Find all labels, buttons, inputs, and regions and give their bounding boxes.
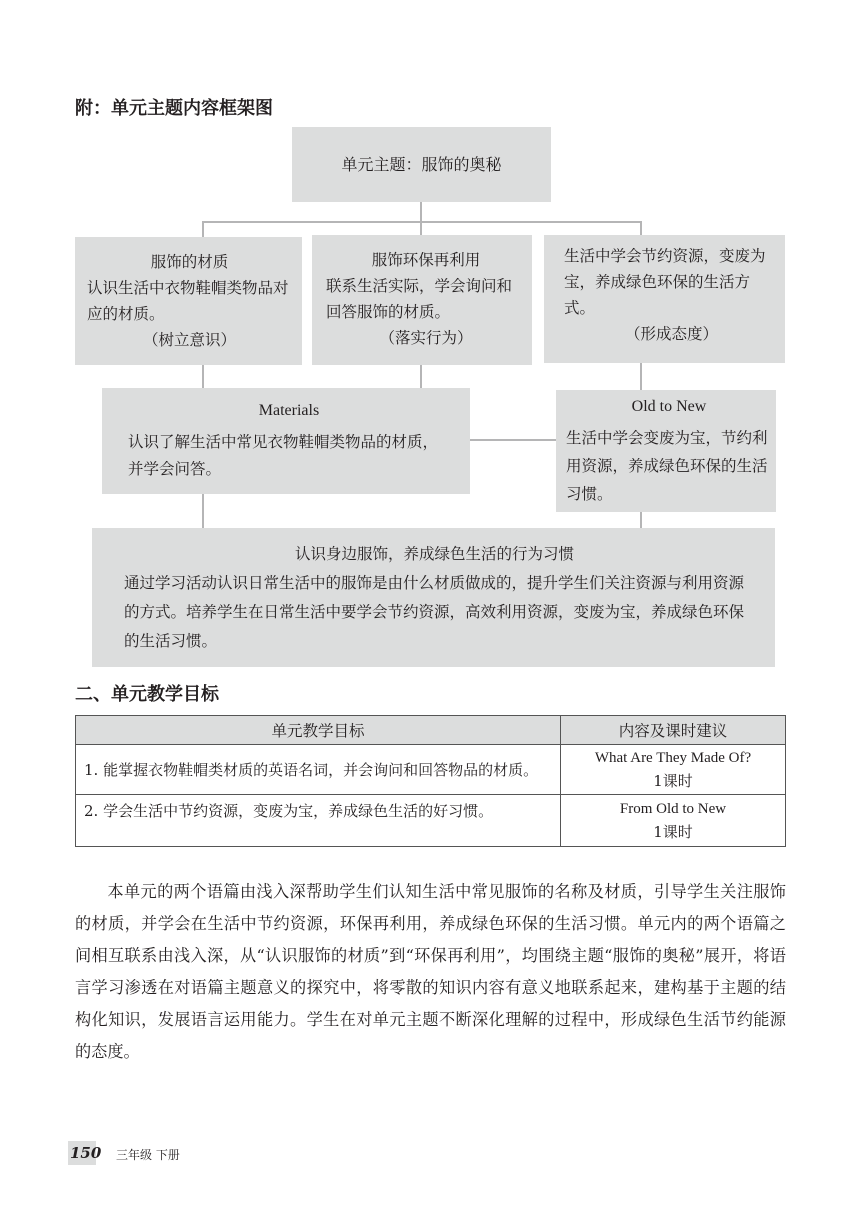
header-goal: 单元教学目标 <box>76 716 561 745</box>
lesson-cell <box>561 795 786 847</box>
branch-material <box>75 237 302 365</box>
branch-reuse <box>312 235 532 365</box>
lesson-cell <box>561 745 786 795</box>
branch-text: 生活中学会节约资源，变废为宝，养成绿色环保的生活方式。 <box>564 247 766 317</box>
goal-cell: 1. 能掌握衣物鞋帽类材质的英语名词，并会询问和回答物品的材质。 <box>76 745 561 795</box>
lesson-text: 认识了解生活中常见衣物鞋帽类物品的材质，并学会问答。 <box>128 433 439 478</box>
book-label: 三年级 下册 <box>116 1148 180 1162</box>
branch-tag: （落实行为） <box>379 329 473 347</box>
summary-title: 认识身边服饰，养成绿色生活的行为习惯 <box>294 545 574 563</box>
lesson-materials <box>102 388 470 494</box>
branch-attitude <box>544 235 785 363</box>
lesson-hours: 1课时 <box>653 771 693 790</box>
lesson-name: From Old to New <box>619 800 727 817</box>
appendix-title: 附：单元主题内容框架图 <box>75 98 273 119</box>
page-number: 150 <box>70 1144 102 1162</box>
goal-cell: 2. 学会生活中节约资源，变废为宝，养成绿色生活的好习惯。 <box>76 795 561 847</box>
body-paragraph: 本单元的两个语篇由浅入深帮助学生们认知生活中常见服饰的名称及材质，引导学生关注服饰的材质，并学会在生活中节约资源，环保再利用，养成绿色环保的生活习惯。单元内的两个语篇之间相互联系由浅入深，从“认识服饰的材质”到“环保再利用”，均围绕主题“服饰的奥秘”展开，将语言学习渗透在对语篇主题意义的探究中，将零散的知识内容有意义地联系起来，建构基于主题的结构化知识，发展语言运用能力。学生在对单元主题不断深化理解的过程中，形成绿色生活节约能源的态度。 <box>75 882 786 1061</box>
root-label: 单元主题：服饰的奥秘 <box>341 155 502 174</box>
branch-text: 认识生活中衣物鞋帽类物品对应的材质。 <box>87 279 289 323</box>
section-title: 二、单元教学目标 <box>75 684 219 705</box>
diagram-root <box>292 127 551 202</box>
lesson-old-to-new <box>556 390 776 512</box>
table-header-row <box>76 716 786 745</box>
lesson-text: 生活中学会变废为宝，节约利用资源，养成绿色环保的生活习惯。 <box>566 429 768 503</box>
branch-tag: （形成态度） <box>624 325 718 343</box>
goals-table <box>75 715 786 847</box>
summary-text: 通过学习活动认识日常生活中的服饰是由什么材质做成的，提升学生们关注资源与利用资源的方式。培养学生在日常生活中要学会节约资源，高效利用资源，变废为宝，养成绿色环保的生活习惯。 <box>124 574 745 650</box>
lesson-title: Materials <box>258 402 320 419</box>
table-row <box>76 795 786 847</box>
lesson-hours: 1课时 <box>653 822 693 841</box>
branch-tag: （树立意识） <box>142 331 236 349</box>
lesson-name: What Are They Made Of? <box>594 749 752 766</box>
diagram-summary <box>92 528 775 667</box>
table-row <box>76 745 786 795</box>
header-lesson: 内容及课时建议 <box>561 716 786 745</box>
branch-text: 联系生活实际，学会询问和回答服饰的材质。 <box>326 277 513 321</box>
branch-title: 服饰环保再利用 <box>371 251 481 269</box>
lesson-title: Old to New <box>631 398 707 415</box>
branch-title: 服饰的材质 <box>150 253 229 271</box>
